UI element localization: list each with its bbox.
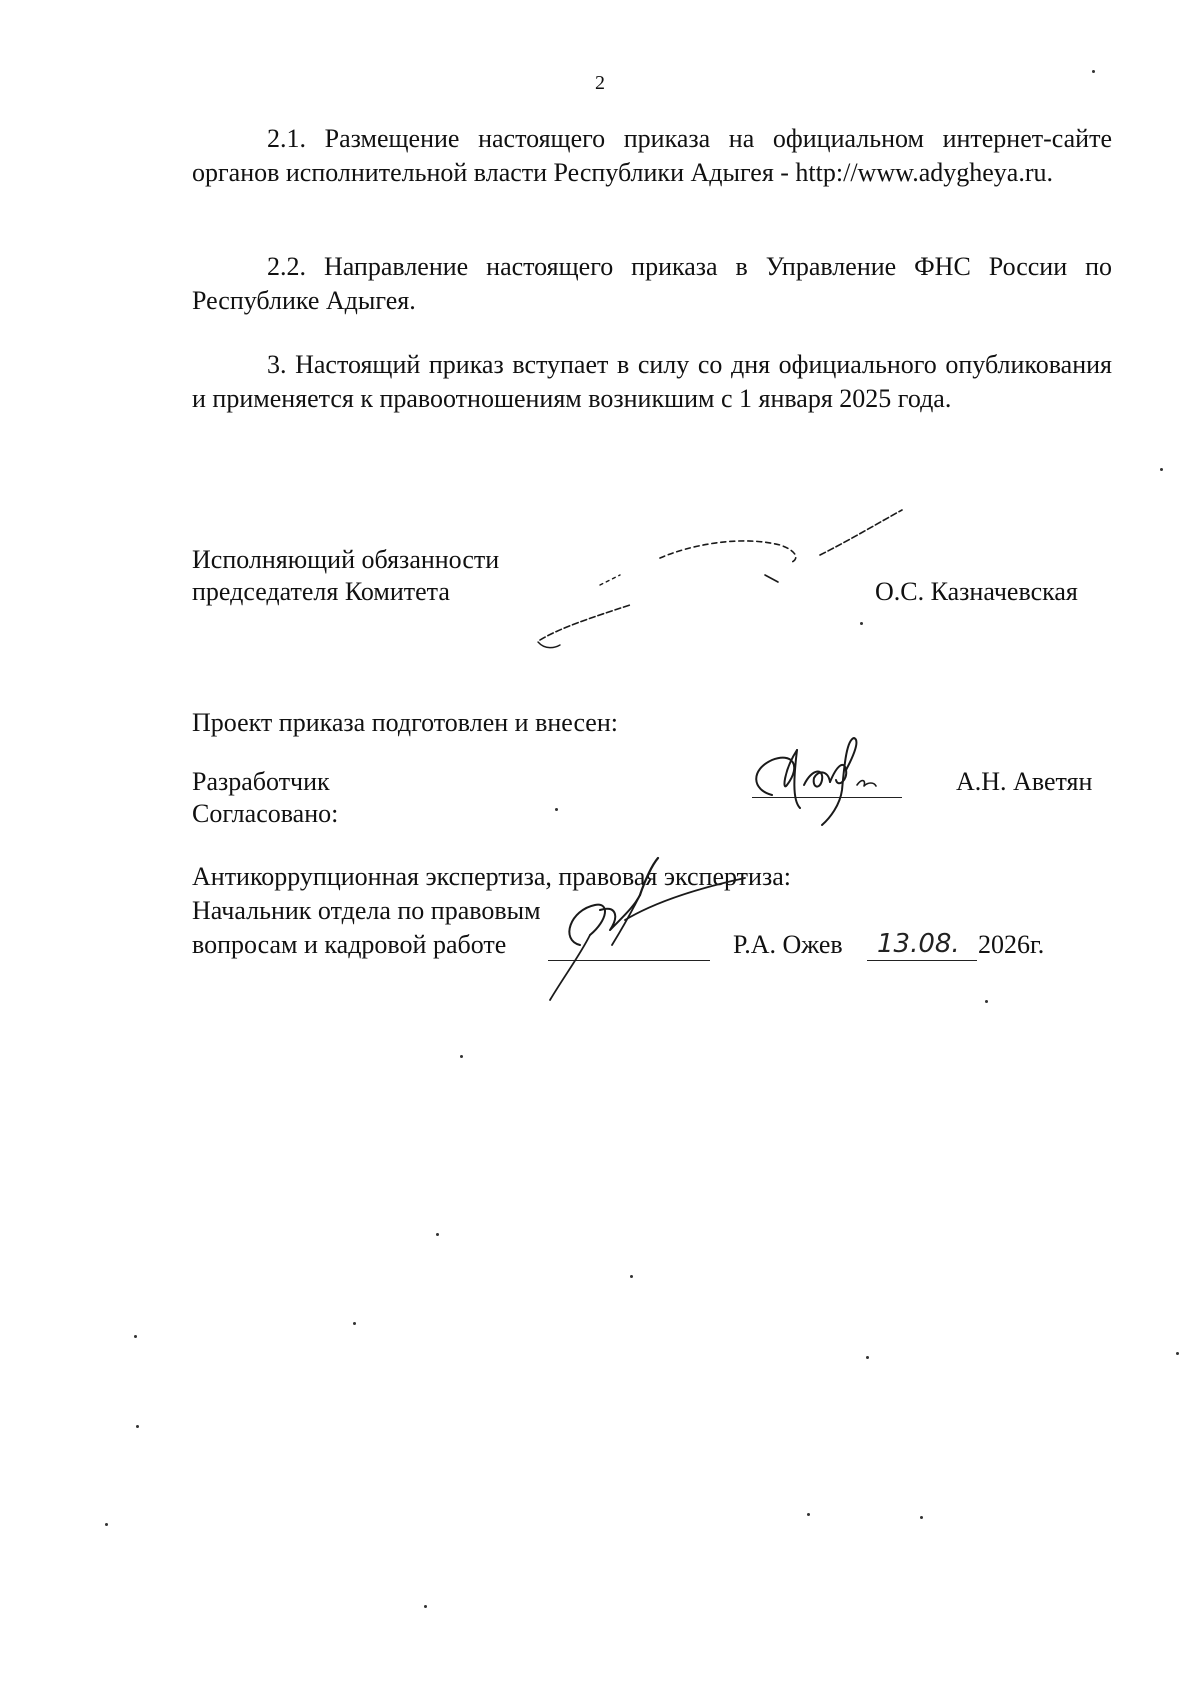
scan-speck (920, 1516, 923, 1519)
acting-chair-signature (530, 500, 910, 660)
acting-chair-title-line2: председателя Комитета (192, 577, 450, 606)
scan-speck (1176, 1352, 1179, 1355)
expertise-signature (540, 850, 760, 1010)
scan-speck (134, 1335, 137, 1338)
prepared-by-heading: Проект приказа подготовлен и внесен: (192, 708, 618, 737)
acting-chair-title-line1: Исполняющий обязанности (192, 545, 500, 574)
expertise-role-line2: вопросам и кадровой работе (192, 930, 507, 959)
agreed-label: Согласовано: (192, 799, 339, 828)
paragraph-2-2: 2.2. Направление настоящего приказа в Управление ФНС России по Республике Адыгея. (192, 252, 1112, 315)
scan-speck (866, 1356, 869, 1359)
scan-speck (860, 622, 863, 625)
scan-speck (353, 1322, 356, 1325)
expertise-role-line1: Начальник отдела по правовым (192, 896, 541, 925)
scan-speck (424, 1605, 427, 1608)
paragraph-2-1: 2.1. Размещение настоящего приказа на официальном интернет-сайте органов исполнительной власти Республики Адыгея - http://www.adygheya.ru. (192, 124, 1112, 187)
scan-speck (807, 1513, 810, 1516)
scan-speck (436, 1233, 439, 1236)
scan-speck (630, 1275, 633, 1278)
date-underline (867, 960, 977, 961)
scan-speck (555, 808, 558, 811)
scan-speck (985, 1000, 988, 1003)
scan-speck (1160, 468, 1163, 471)
expertise-heading: Антикоррупционная экспертиза, правовая экспертиза: (192, 862, 791, 891)
scan-speck (105, 1523, 108, 1526)
developer-role: Разработчик (192, 767, 330, 796)
developer-name: А.Н. Аветян (956, 767, 1093, 796)
date-year: 2026г. (978, 930, 1045, 959)
paragraph-3: 3. Настоящий приказ вступает в силу со дня официального опубликования и применяется к правоотношениям возникшим с 1 января 2025 года. (192, 350, 1112, 413)
scan-speck (460, 1055, 463, 1058)
handwritten-date: 13.08. (877, 929, 960, 959)
scan-speck (1092, 70, 1095, 73)
acting-chair-name: О.С. Казначевская (875, 577, 1078, 606)
developer-signature (742, 730, 902, 830)
page-number: 2 (595, 72, 605, 94)
scan-speck (136, 1425, 139, 1428)
expertise-name: Р.А. Ожев (733, 930, 843, 959)
